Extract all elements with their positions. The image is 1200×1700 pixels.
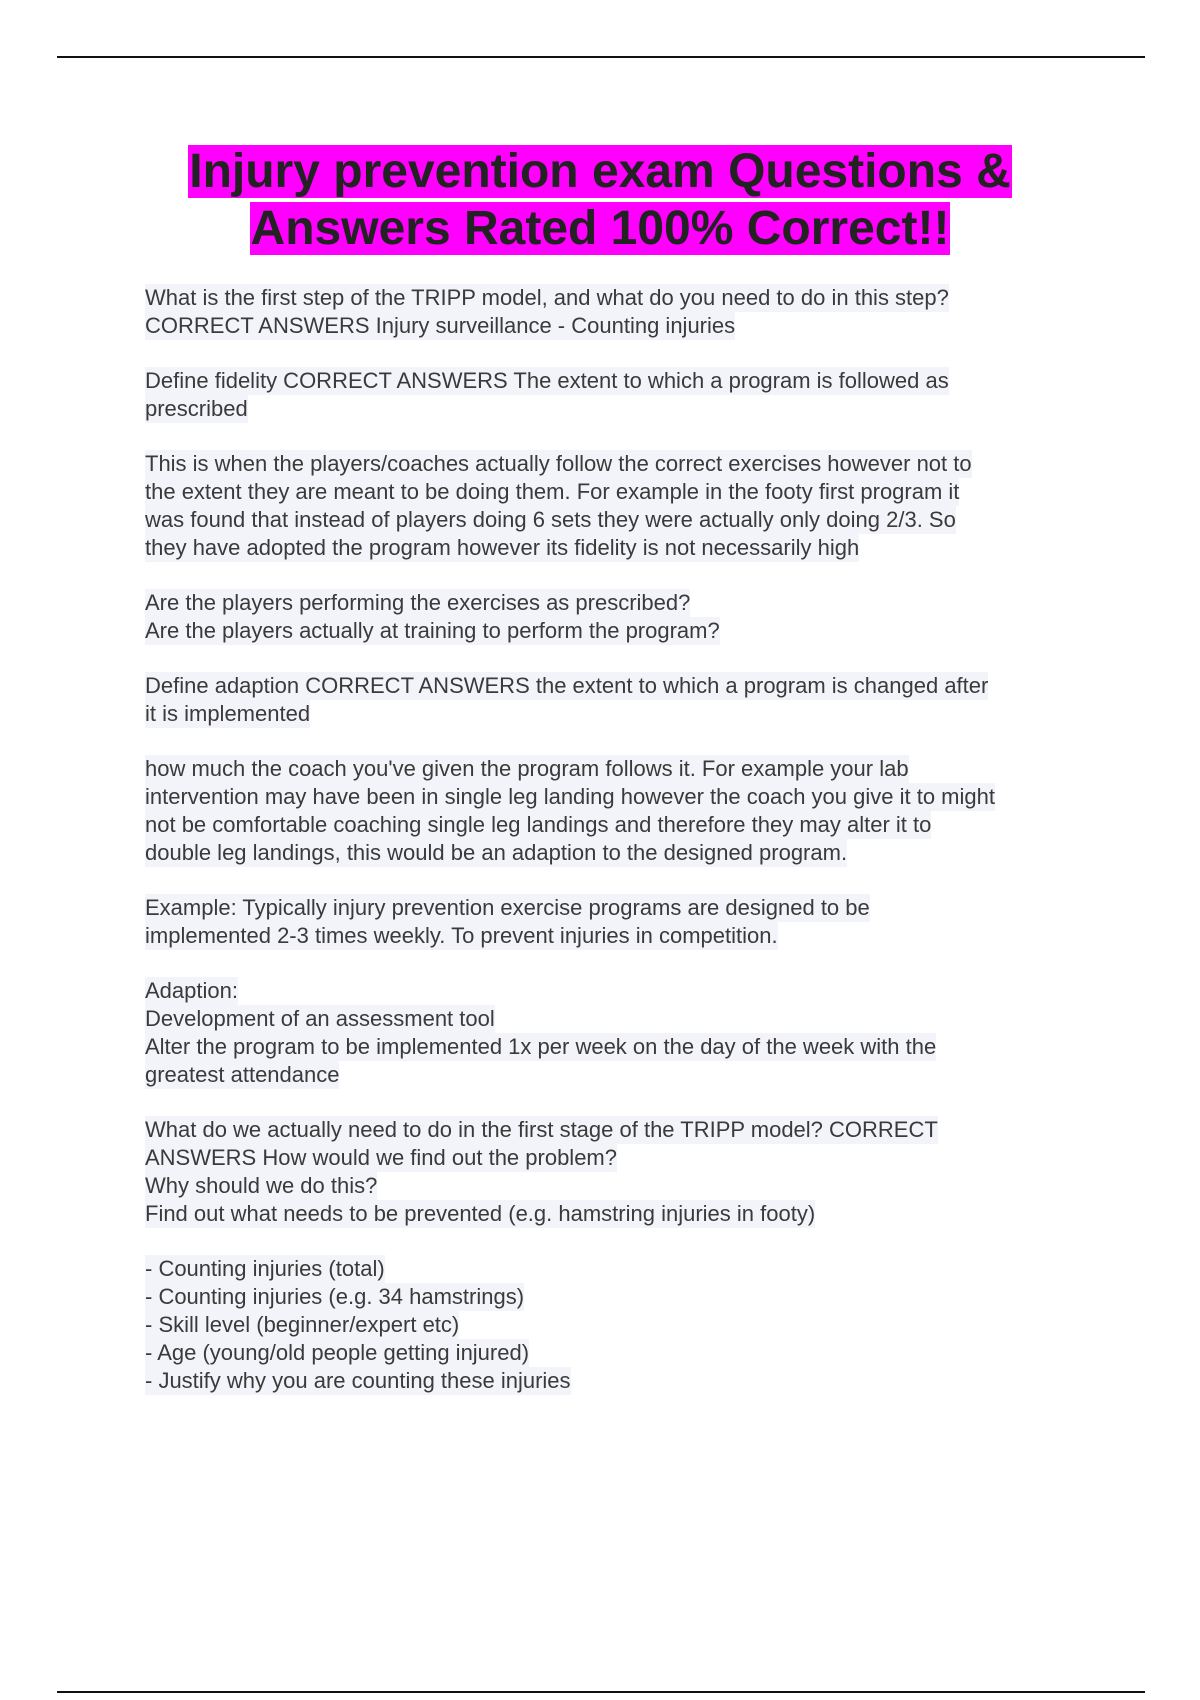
paragraph-adaption-explanation — [145, 755, 1095, 867]
text-line: What do we actually need to do in the first stage of the TRIPP model? CORRECT — [145, 1117, 938, 1142]
bottom-rule — [57, 1691, 1145, 1693]
document-title — [120, 143, 1080, 257]
text-line: Adaption: — [145, 978, 238, 1003]
text-line: double leg landings, this would be an adaption to the designed program. — [145, 840, 848, 865]
title-block — [120, 143, 1080, 257]
text-line: greatest attendance — [145, 1062, 340, 1087]
text-line: implemented 2-3 times weekly. To prevent injuries in competition. — [145, 923, 778, 948]
paragraph-adaption-list — [145, 977, 1095, 1089]
text-line: Development of an assessment tool — [145, 1006, 495, 1031]
paragraph-define-fidelity — [145, 367, 1095, 423]
text-line: they have adopted the program however its fidelity is not necessarily high — [145, 535, 860, 560]
text-line: Example: Typically injury prevention exercise programs are designed to be — [145, 895, 870, 920]
list-item: - Counting injuries (e.g. 34 hamstrings) — [145, 1284, 525, 1309]
text-line: What is the first step of the TRIPP model, and what do you need to do in this step? — [145, 285, 949, 310]
document-body — [145, 284, 1095, 1395]
paragraph-define-adaption — [145, 672, 1095, 728]
paragraph-tripp-first-step — [145, 284, 1095, 340]
list-item: - Age (young/old people getting injured) — [145, 1340, 530, 1365]
paragraph-tripp-first-stage — [145, 1116, 1095, 1228]
list-item: - Skill level (beginner/expert etc) — [145, 1312, 460, 1337]
title-line-1: Injury prevention exam Questions & — [189, 145, 1011, 198]
list-item: - Justify why you are counting these injuries — [145, 1368, 571, 1393]
text-line: Find out what needs to be prevented (e.g. hamstring injuries in footy) — [145, 1201, 816, 1226]
top-rule — [57, 56, 1145, 58]
text-line: ANSWERS How would we find out the problem? — [145, 1145, 617, 1170]
text-line: Alter the program to be implemented 1x per week on the day of the week with the — [145, 1034, 937, 1059]
title-line-2: Answers Rated 100% Correct!! — [250, 202, 950, 255]
text-line: Are the players actually at training to perform the program? — [145, 618, 720, 643]
text-line: This is when the players/coaches actually follow the correct exercises however not to — [145, 451, 972, 476]
text-line: not be comfortable coaching single leg landings and therefore they may alter it to — [145, 812, 932, 837]
text-line: was found that instead of players doing 6 sets they were actually only doing 2/3. So — [145, 507, 956, 532]
list-item: - Counting injuries (total) — [145, 1256, 385, 1281]
text-line: Define fidelity CORRECT ANSWERS The extent to which a program is followed as — [145, 368, 949, 393]
text-line: how much the coach you've given the program follows it. For example your lab — [145, 756, 909, 781]
text-line: Are the players performing the exercises as prescribed? — [145, 590, 691, 615]
text-line: prescribed — [145, 396, 248, 421]
text-line: it is implemented — [145, 701, 311, 726]
paragraph-example — [145, 894, 1095, 950]
text-line: Define adaption CORRECT ANSWERS the extent to which a program is changed after — [145, 673, 989, 698]
text-line: intervention may have been in single leg landing however the coach you give it to might — [145, 784, 995, 809]
injury-counting-list — [145, 1255, 1095, 1395]
text-line: CORRECT ANSWERS Injury surveillance - Counting injuries — [145, 313, 736, 338]
paragraph-fidelity-explanation — [145, 450, 1095, 562]
paragraph-fidelity-questions — [145, 589, 1095, 645]
text-line: the extent they are meant to be doing them. For example in the footy first program it — [145, 479, 960, 504]
text-line: Why should we do this? — [145, 1173, 378, 1198]
